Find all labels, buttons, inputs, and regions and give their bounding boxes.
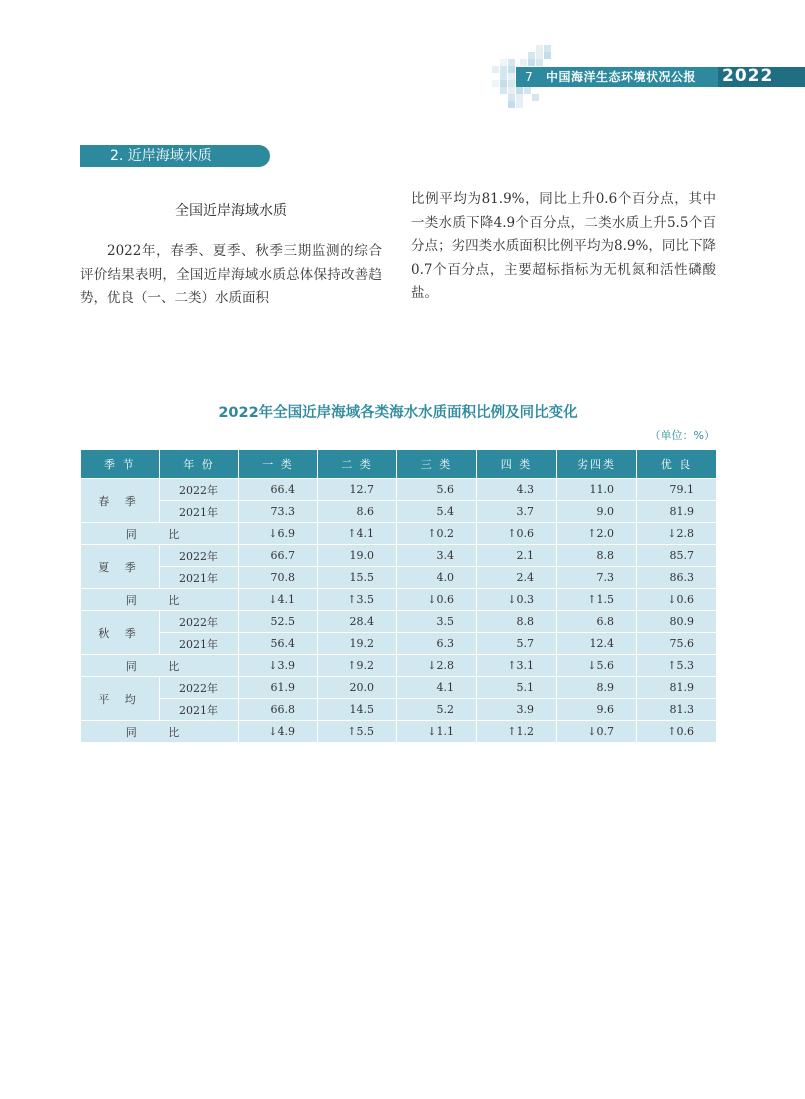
- value-cell: 66.8: [239, 699, 318, 721]
- yoy-cell: ↑3.5: [318, 589, 397, 611]
- table-row: [81, 479, 717, 501]
- value-cell: 6.3: [397, 633, 477, 655]
- mosaic-square: [536, 52, 543, 59]
- year-cell: 2022年: [160, 611, 239, 633]
- yoy-cell: ↑5.5: [318, 721, 397, 743]
- report-year: 2022: [722, 66, 774, 86]
- value-cell: 9.6: [557, 699, 637, 721]
- yoy-row: [81, 523, 717, 545]
- mosaic-square: [536, 59, 543, 66]
- value-cell: 3.5: [397, 611, 477, 633]
- yoy-label: 同 比: [81, 655, 239, 677]
- mosaic-square: [544, 45, 551, 52]
- value-cell: 14.5: [318, 699, 397, 721]
- season-cell: 秋 季: [81, 611, 160, 655]
- value-cell: 5.2: [397, 699, 477, 721]
- yoy-cell: ↑0.6: [637, 721, 717, 743]
- subsection-title: 全国近岸海域水质: [175, 203, 287, 219]
- yoy-label: 同 比: [81, 721, 239, 743]
- year-cell: 2021年: [160, 633, 239, 655]
- yoy-cell: ↑0.6: [477, 523, 557, 545]
- value-cell: 81.9: [637, 677, 717, 699]
- yoy-label: 同 比: [81, 523, 239, 545]
- yoy-cell: ↑0.2: [397, 523, 477, 545]
- header-cell: 优 良: [637, 450, 717, 479]
- yoy-cell: ↓2.8: [397, 655, 477, 677]
- header-cell: 季 节: [81, 450, 160, 479]
- table-row: [81, 567, 717, 589]
- value-cell: 3.4: [397, 545, 477, 567]
- yoy-cell: ↑1.5: [557, 589, 637, 611]
- header-cell: 三 类: [397, 450, 477, 479]
- value-cell: 80.9: [637, 611, 717, 633]
- yoy-cell: ↓0.3: [477, 589, 557, 611]
- yoy-cell: ↓0.7: [557, 721, 637, 743]
- mosaic-square: [508, 101, 515, 108]
- value-cell: 81.9: [637, 501, 717, 523]
- mosaic-square: [500, 66, 507, 73]
- yoy-cell: ↑4.1: [318, 523, 397, 545]
- value-cell: 75.6: [637, 633, 717, 655]
- value-cell: 4.1: [397, 677, 477, 699]
- value-cell: 8.6: [318, 501, 397, 523]
- value-cell: 15.5: [318, 567, 397, 589]
- yoy-cell: ↑9.2: [318, 655, 397, 677]
- yoy-cell: ↓1.1: [397, 721, 477, 743]
- yoy-cell: ↑1.2: [477, 721, 557, 743]
- value-cell: 66.7: [239, 545, 318, 567]
- value-cell: 5.7: [477, 633, 557, 655]
- mosaic-square: [520, 59, 527, 66]
- value-cell: 56.4: [239, 633, 318, 655]
- value-cell: 86.3: [637, 567, 717, 589]
- table-row: [81, 699, 717, 721]
- mosaic-square: [516, 87, 523, 94]
- mosaic-square: [508, 80, 515, 87]
- value-cell: 52.5: [239, 611, 318, 633]
- table-row: [81, 677, 717, 699]
- value-cell: 2.4: [477, 567, 557, 589]
- value-cell: 28.4: [318, 611, 397, 633]
- mosaic-square: [516, 101, 523, 108]
- paragraph-left: 2022年，春季、夏季、秋季三期监测的综合评价结果表明，全国近岸海域水质总体保持改善趋势，优良（一、二类）水质面积: [80, 243, 382, 306]
- yoy-cell: ↓3.9: [239, 655, 318, 677]
- mosaic-square: [532, 94, 539, 101]
- year-cell: 2022年: [160, 479, 239, 501]
- value-cell: 11.0: [557, 479, 637, 501]
- paragraph-right: 比例平均为81.9%，同比上升0.6个百分点，其中一类水质下降4.9个百分点，二类水质上升5.5个百分点；劣四类水质面积比例平均为8.9%，同比下降0.7个百分点，主要超标指标为无机氮和活性磷酸盐。: [411, 191, 716, 301]
- value-cell: 81.3: [637, 699, 717, 721]
- header-cell: 劣四类: [557, 450, 637, 479]
- value-cell: 79.1: [637, 479, 717, 501]
- value-cell: 8.8: [557, 545, 637, 567]
- yoy-cell: ↓4.1: [239, 589, 318, 611]
- value-cell: 19.2: [318, 633, 397, 655]
- mosaic-square: [500, 59, 507, 66]
- mosaic-square: [544, 52, 551, 59]
- value-cell: 7.3: [557, 567, 637, 589]
- header-cell: 四 类: [477, 450, 557, 479]
- report-title: 中国海洋生态环境状况公报: [546, 70, 697, 84]
- mosaic-square: [492, 80, 499, 87]
- header-cell: 一 类: [239, 450, 318, 479]
- mosaic-square: [536, 45, 543, 52]
- value-cell: 73.3: [239, 501, 318, 523]
- header-cell: 二 类: [318, 450, 397, 479]
- value-cell: 9.0: [557, 501, 637, 523]
- season-cell: 平 均: [81, 677, 160, 721]
- right-column: [411, 188, 716, 306]
- value-cell: 8.8: [477, 611, 557, 633]
- mosaic-square: [524, 87, 531, 94]
- mosaic-square: [500, 73, 507, 80]
- year-cell: 2022年: [160, 677, 239, 699]
- mosaic-square: [528, 52, 535, 59]
- value-cell: 5.6: [397, 479, 477, 501]
- year-cell: 2022年: [160, 545, 239, 567]
- yoy-cell: ↓4.9: [239, 721, 318, 743]
- table-row: [81, 633, 717, 655]
- mosaic-square: [508, 59, 515, 66]
- yoy-label: 同 比: [81, 589, 239, 611]
- value-cell: 5.4: [397, 501, 477, 523]
- water-quality-table: [80, 450, 717, 743]
- yoy-cell: ↓5.6: [557, 655, 637, 677]
- value-cell: 66.4: [239, 479, 318, 501]
- value-cell: 5.1: [477, 677, 557, 699]
- table-row: [81, 611, 717, 633]
- left-column: [80, 190, 382, 311]
- value-cell: 12.4: [557, 633, 637, 655]
- value-cell: 70.8: [239, 567, 318, 589]
- yoy-cell: ↓2.8: [637, 523, 717, 545]
- year-cell: 2021年: [160, 699, 239, 721]
- value-cell: 85.7: [637, 545, 717, 567]
- value-cell: 2.1: [477, 545, 557, 567]
- yoy-row: [81, 721, 717, 743]
- value-cell: 19.0: [318, 545, 397, 567]
- page-number: 7: [518, 67, 540, 87]
- value-cell: 4.0: [397, 567, 477, 589]
- value-cell: 4.3: [477, 479, 557, 501]
- table-title: 2022年全国近岸海域各类海水水质面积比例及同比变化: [218, 405, 578, 421]
- mosaic-square: [508, 66, 515, 73]
- yoy-row: [81, 655, 717, 677]
- table-header-row: [81, 450, 717, 479]
- value-cell: 3.7: [477, 501, 557, 523]
- yoy-cell: ↑2.0: [557, 523, 637, 545]
- yoy-cell: ↓6.9: [239, 523, 318, 545]
- mosaic-square: [516, 94, 523, 101]
- mosaic-square: [492, 66, 499, 73]
- yoy-cell: ↓0.6: [637, 589, 717, 611]
- value-cell: 3.9: [477, 699, 557, 721]
- value-cell: 6.8: [557, 611, 637, 633]
- year-cell: 2021年: [160, 567, 239, 589]
- yoy-cell: ↑5.3: [637, 655, 717, 677]
- section-heading: 2. 近岸海域水质: [80, 145, 270, 167]
- year-cell: 2021年: [160, 501, 239, 523]
- value-cell: 12.7: [318, 479, 397, 501]
- yoy-cell: ↓0.6: [397, 589, 477, 611]
- value-cell: 20.0: [318, 677, 397, 699]
- yoy-cell: ↑3.1: [477, 655, 557, 677]
- table-row: [81, 545, 717, 567]
- yoy-row: [81, 589, 717, 611]
- mosaic-square: [500, 87, 507, 94]
- season-cell: 春 季: [81, 479, 160, 523]
- mosaic-square: [508, 94, 515, 101]
- mosaic-square: [500, 80, 507, 87]
- mosaic-square: [508, 73, 515, 80]
- mosaic-square: [508, 87, 515, 94]
- value-cell: 8.9: [557, 677, 637, 699]
- season-cell: 夏 季: [81, 545, 160, 589]
- value-cell: 61.9: [239, 677, 318, 699]
- mosaic-square: [528, 59, 535, 66]
- table-unit: （单位：%）: [649, 429, 715, 442]
- header-cell: 年 份: [160, 450, 239, 479]
- table-row: [81, 501, 717, 523]
